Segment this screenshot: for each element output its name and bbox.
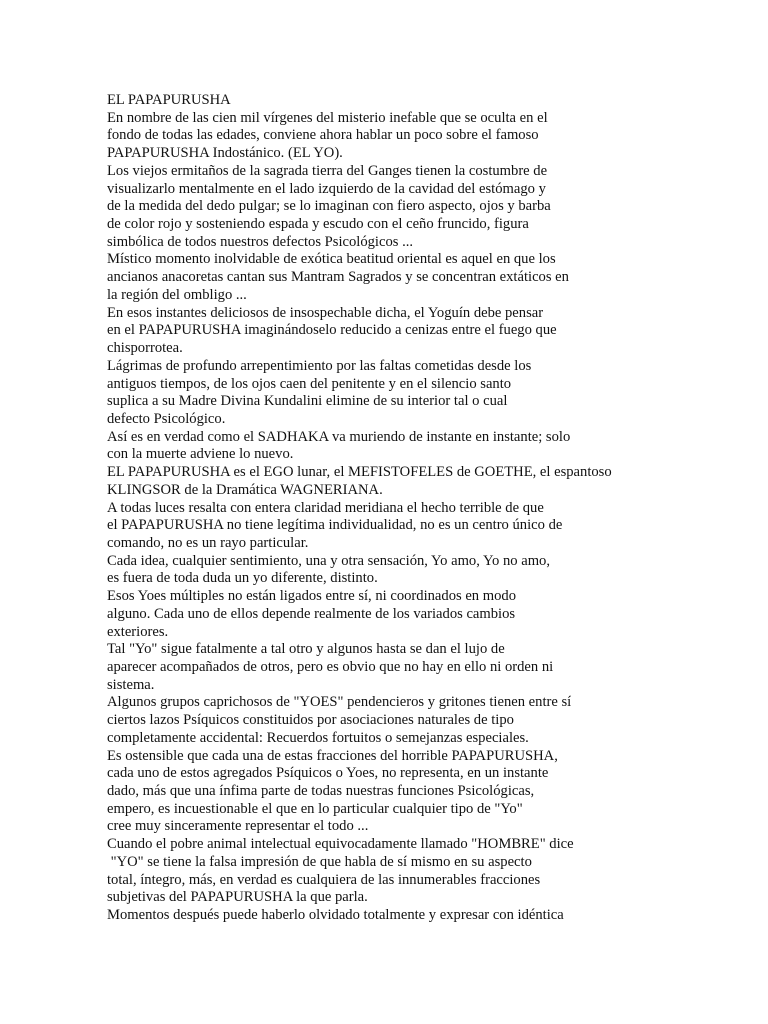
text-line: exteriores. (107, 623, 169, 640)
text-line: ancianos anacoretas cantan sus Mantram Sagrados y se concentran extáticos en (107, 269, 569, 286)
text-line: simbólica de todos nuestros defectos Psicológicos ... (107, 233, 414, 250)
text-line: dado, más que una ínfima parte de todas nuestras funciones Psicológicas, (107, 783, 535, 800)
text-line: fondo de todas las edades, conviene ahora hablar un poco sobre el famoso (107, 127, 539, 144)
text-line: con la muerte adviene lo nuevo. (107, 446, 294, 463)
text-line: chisporrotea. (107, 340, 183, 357)
text-line: Los viejos ermitaños de la sagrada tierra del Ganges tienen la costumbre de (107, 162, 548, 179)
text-line: Algunos grupos caprichosos de "YOES" pendencieros y gritones tienen entre sí (107, 694, 572, 711)
text-line: A todas luces resalta con entera claridad meridiana el hecho terrible de que (107, 499, 544, 516)
text-line: visualizarlo mentalmente en el lado izquierdo de la cavidad del estómago y (107, 180, 546, 197)
text-line: Místico momento inolvidable de exótica beatitud oriental es aquel en que los (107, 251, 556, 268)
text-line: defecto Psicológico. (107, 410, 226, 427)
text-line: aparecer acompañados de otros, pero es obvio que no hay en ello ni orden ni (107, 659, 554, 675)
document-title: EL PAPAPURUSHA (107, 92, 231, 108)
text-line: "YO" se tiene la falsa impresión de que habla de sí mismo en su aspecto (107, 853, 532, 870)
text-line: el PAPAPURUSHA no tiene legítima individualidad, no es un centro único de (107, 517, 563, 534)
text-line: sistema. (107, 676, 155, 693)
text-line: Así es en verdad como el SADHAKA va muriendo de instante en instante; solo (107, 428, 571, 445)
text-line: Cada idea, cualquier sentimiento, una y otra sensación, Yo amo, Yo no amo, (107, 552, 551, 569)
text-line: suplica a su Madre Divina Kundalini elimine de su interior tal o cual (107, 393, 508, 410)
text-line: PAPAPURUSHA Indostánico. (EL YO). (107, 145, 343, 162)
text-line: es fuera de toda duda un yo diferente, distinto. (107, 570, 378, 587)
text-line: en el PAPAPURUSHA imaginándoselo reducido a cenizas entre el fuego que (107, 322, 557, 339)
text-line: completamente accidental: Recuerdos fortuitos o semejanzas especiales. (107, 729, 529, 746)
text-line: En esos instantes deliciosos de insospechable dicha, el Yoguín debe pensar (107, 304, 544, 321)
text-line: Momentos después puede haberlo olvidado totalmente y expresar con idéntica (107, 907, 564, 924)
text-line: de color rojo y sosteniendo espada y escudo con el ceño fruncido, figura (107, 216, 529, 233)
document-body (107, 92, 747, 925)
text-line: ciertos lazos Psíquicos constituidos por asociaciones naturales de tipo (107, 712, 514, 729)
text-line: alguno. Cada uno de ellos depende realmente de los variados cambios (107, 605, 516, 622)
text-line: antiguos tiempos, de los ojos caen del penitente y en el silencio santo (107, 375, 512, 392)
text-line: la región del ombligo ... (107, 286, 247, 303)
text-line: de la medida del dedo pulgar; se lo imaginan con fiero aspecto, ojos y barba (107, 198, 551, 215)
text-line: cree muy sinceramente representar el todo ... (107, 818, 369, 835)
text-line: comando, no es un rayo particular. (107, 534, 309, 551)
text-line: Tal "Yo" sigue fatalmente a tal otro y algunos hasta se dan el lujo de (107, 641, 505, 658)
text-line: Esos Yoes múltiples no están ligados entre sí, ni coordinados en modo (107, 588, 516, 605)
text-line: EL PAPAPURUSHA es el EGO lunar, el MEFISTOFELES de GOETHE, el espantoso (107, 464, 612, 481)
text-line: total, íntegro, más, en verdad es cualquiera de las innumerables fracciones (107, 871, 541, 888)
text-line: KLINGSOR de la Dramática WAGNERIANA. (107, 481, 383, 498)
text-line: subjetivas del PAPAPURUSHA la que parla. (107, 889, 368, 906)
text-line: Cuando el pobre animal intelectual equivocadamente llamado "HOMBRE" dice (107, 836, 574, 853)
text-line: Es ostensible que cada una de estas fracciones del horrible PAPAPURUSHA, (107, 747, 558, 764)
text-line: empero, es incuestionable el que en lo particular cualquier tipo de "Yo" (107, 800, 523, 817)
text-line: Lágrimas de profundo arrepentimiento por las faltas cometidas desde los (107, 357, 532, 374)
text-line: cada uno de estos agregados Psíquicos o Yoes, no representa, en un instante (107, 765, 549, 782)
text-line: En nombre de las cien mil vírgenes del misterio inefable que se oculta en el (107, 109, 548, 126)
